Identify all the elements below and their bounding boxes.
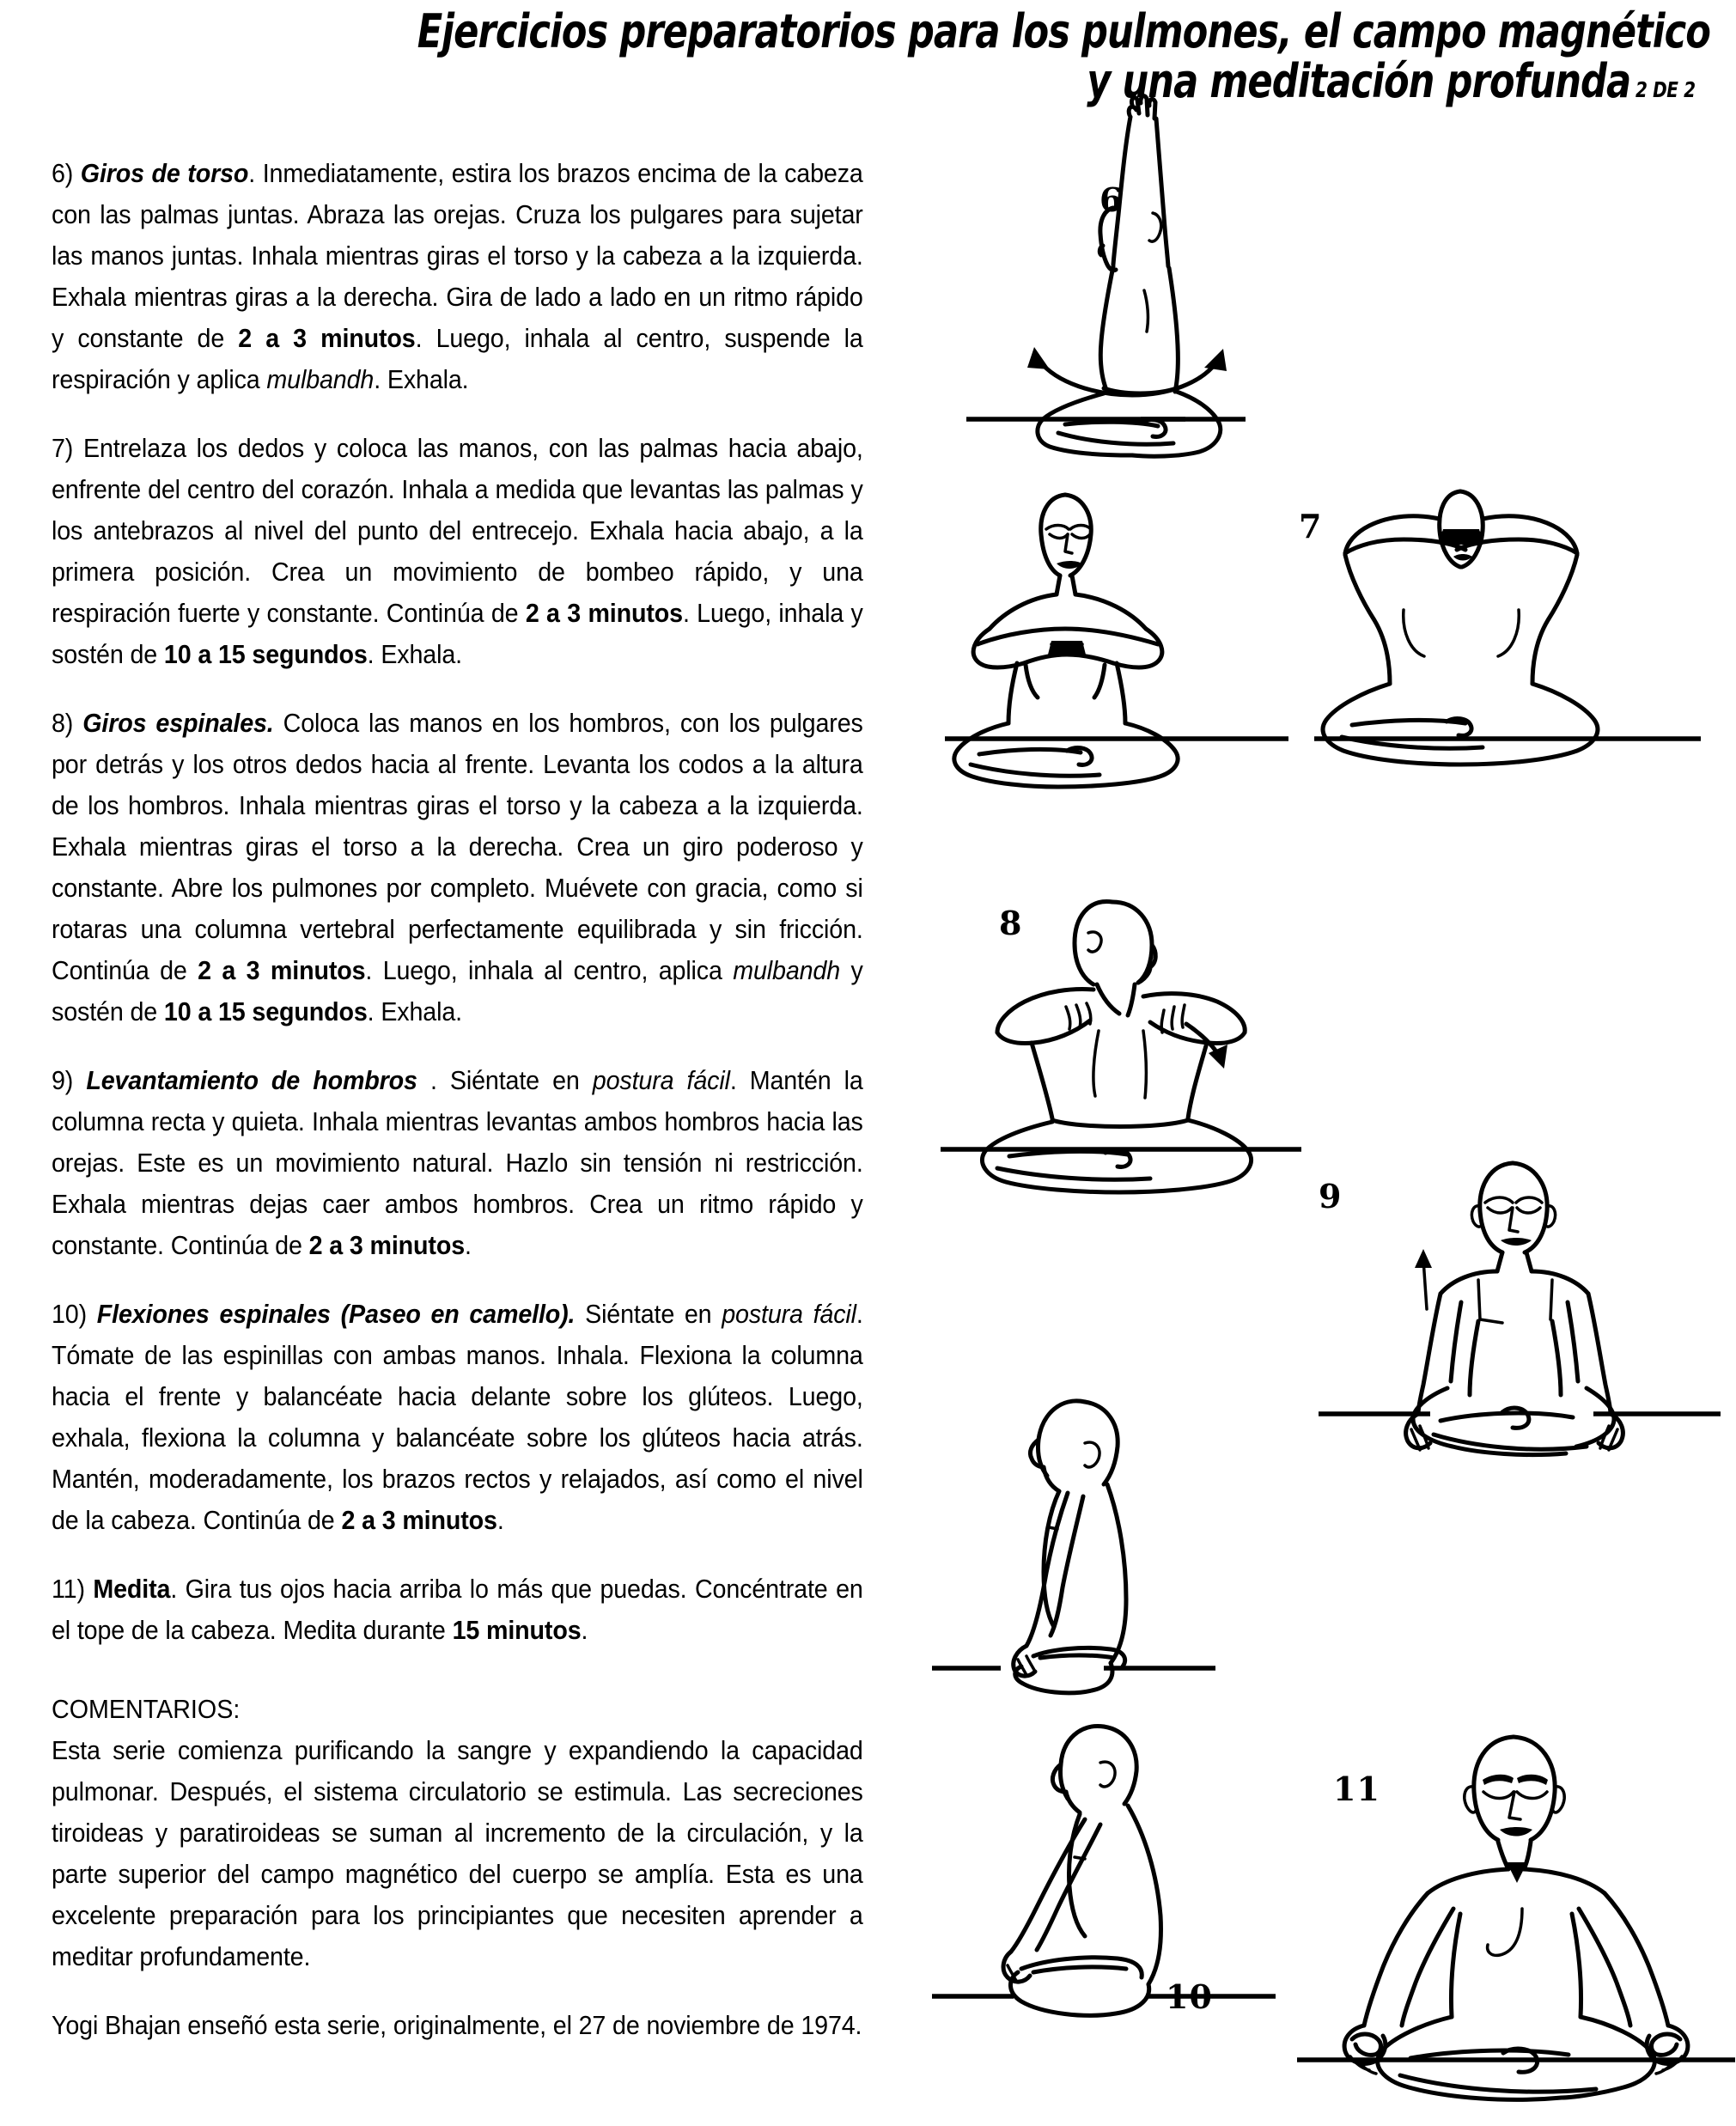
figure-7 bbox=[945, 481, 1727, 825]
figure-7-label: 7 bbox=[1299, 507, 1323, 545]
instructions-column bbox=[52, 153, 915, 2046]
spacer bbox=[52, 1678, 915, 1690]
title-line-2: y una meditación profunda bbox=[1087, 54, 1630, 108]
figure-9-label: 9 bbox=[1319, 1177, 1343, 1215]
figure-10-label: 10 bbox=[1166, 1977, 1213, 2016]
comments-body: Esta serie comienza purificando la sangre y expandiendo la capacidad pulmonar. Después, el sistema circulatorio se estimula. Las secreciones tiroideas y paratiroideas se suman al incremento de la circulación, y la parte superior del campo magnético del cuerpo se amplía. Esta es una excelente preparación para los principiantes que necesiten aprender a meditar profundamente. bbox=[52, 1736, 863, 1971]
figure-7-illustration bbox=[945, 481, 1727, 825]
exercise-paragraph-8: 8) Giros espinales. Coloca las manos en los hombros, con los pulgares por detrás y los otros dedos hacia al frente. Levanta los codos a la altura de los hombros. Inhala mientras giras el torso y la cabeza a la izquierda. Exhala mientras giras el torso a la derecha. Crea un giro poderoso y constante. Abre los pulmones por completo. Muévete con gracia, como si rotaras una columna vertebral perfectamente equilibrada y sin fricción. Continúa de 2 a 3 minutos. Luego, inhala al centro, aplica mulbandh y sostén de 10 a 15 segundos. Exhala. bbox=[52, 709, 863, 1026]
exercise-paragraph-7: 7) Entrelaza los dedos y coloca las manos, con las palmas hacia abajo, enfrente del centro del corazón. Inhala a medida que levantas las palmas y los antebrazos al nivel del punto del entrecejo. Exhala hacia abajo, a la primera posición. Crea un movimiento de bombeo rápido, y una respiración fuerte y constante. Continúa de 2 a 3 minutos. Luego, inhala y sostén de 10 a 15 segundos. Exhala. bbox=[52, 434, 863, 669]
figure-11-illustration bbox=[1297, 1684, 1735, 2122]
figure-9 bbox=[1319, 1151, 1731, 1512]
figure-6 bbox=[928, 77, 1409, 490]
figure-9-illustration bbox=[1319, 1151, 1731, 1512]
exercise-paragraph-11: 11) Medita. Gira tus ojos hacia arriba lo más que puedas. Concéntrate en el tope de la cabeza. Medita durante 15 minutos. bbox=[52, 1575, 863, 1645]
figure-6-illustration bbox=[928, 77, 1409, 490]
comments-attribution: Yogi Bhajan enseñó esta serie, originalmente, el 27 de noviembre de 1974. bbox=[52, 2011, 862, 2040]
figure-11-label: 11 bbox=[1333, 1770, 1380, 1808]
exercise-paragraph-9: 9) Levantamiento de hombros . Siéntate en postura fácil. Mantén la columna recta y quieta. Inhala mientras levantas ambos hombros hacia las orejas. Este es un movimiento natural. Hazlo sin tensión ni restricción. Exhala mientras dejas caer ambos hombros. Crea un ritmo rápido y constante. Continúa de 2 a 3 minutos. bbox=[52, 1066, 863, 1260]
title-line-1: Ejercicios preparatorios para los pulmones, el campo magnético bbox=[417, 4, 1711, 58]
page-marker: 2 DE 2 bbox=[1635, 77, 1696, 102]
exercise-paragraph-10: 10) Flexiones espinales (Paseo en camello). Siéntate en postura fácil. Tómate de las espinillas con ambas manos. Inhala. Flexiona la columna hacia el frente y balancéate hacia delante sobre los glúteos. Luego, exhala, flexiona la columna y balancéate sobre los glúteos hacia atrás. Mantén, moderadamente, los brazos rectos y relajados, así como el nivel de la cabeza. Continúa de 2 a 3 minutos. bbox=[52, 1300, 863, 1535]
figure-8-label: 8 bbox=[999, 904, 1023, 942]
illustrations-column bbox=[928, 77, 1736, 2126]
figure-6-label: 6 bbox=[1099, 180, 1124, 219]
figure-11 bbox=[1297, 1684, 1735, 2122]
comments-heading: COMENTARIOS: bbox=[52, 1695, 241, 1724]
exercise-paragraph-6: 6) Giros de torso. Inmediatamente, estira los brazos encima de la cabeza con las palmas juntas. Abraza las orejas. Cruza los pulgares para sujetar las manos juntas. Inhala mientras giras el torso y la cabeza a la izquierda. Exhala mientras giras a la derecha. Gira de lado a lado en un ritmo rápido y constante de 2 a 3 minutos. Luego, inhala al centro, suspende la respiración y aplica mulbandh. Exhala. bbox=[52, 159, 863, 394]
